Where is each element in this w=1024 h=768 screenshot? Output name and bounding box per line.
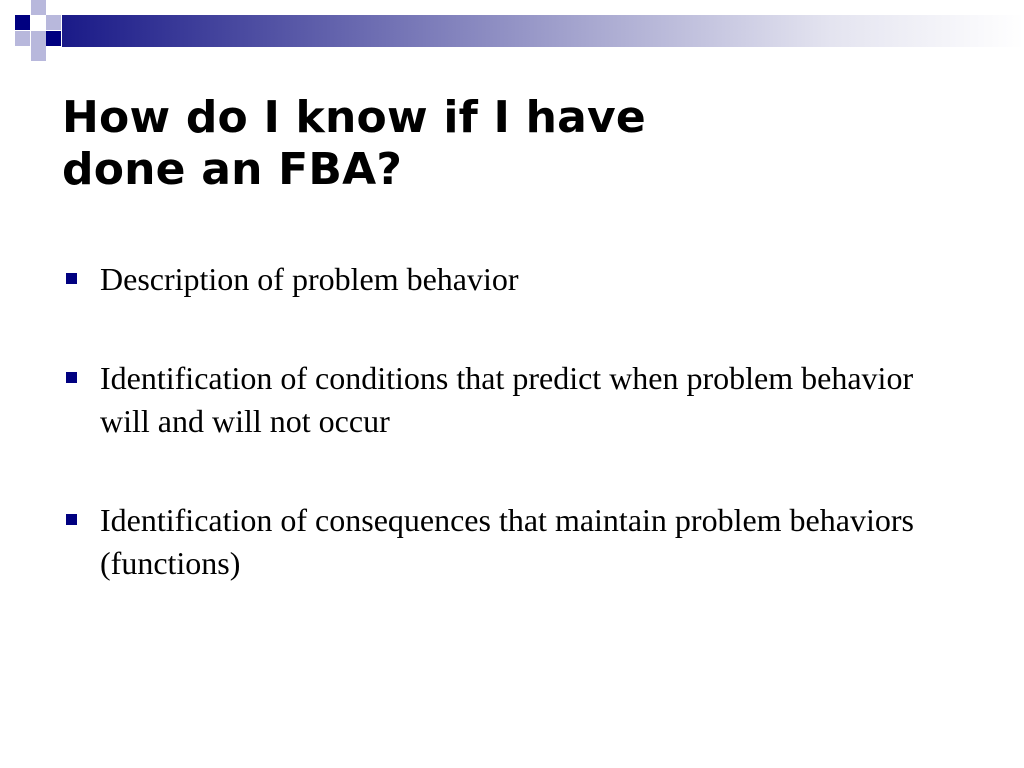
decor-square-light: [31, 31, 46, 46]
decor-square-light: [46, 15, 61, 30]
bullet-item: [62, 357, 962, 443]
slide-title-line: done an FBA?: [62, 144, 403, 195]
decor-square-navy: [15, 15, 30, 30]
square-bullet-icon: [66, 514, 77, 525]
bullet-list: [62, 258, 962, 641]
bullet-item: [62, 258, 962, 301]
slide-title-line: How do I know if I have: [62, 92, 646, 143]
decor-square-light: [31, 46, 46, 61]
square-bullet-icon: [66, 372, 77, 383]
decor-square-light: [15, 31, 30, 46]
bullet-text: Identification of conditions that predict when problem behavior will and will not occur: [100, 360, 914, 439]
bullet-item: [62, 499, 962, 585]
slide-title: [62, 92, 962, 196]
header-gradient-bar: [62, 15, 1024, 47]
bullet-text: Identification of consequences that maintain problem behaviors (functions): [100, 502, 914, 581]
bullet-text: Description of problem behavior: [100, 261, 519, 297]
square-bullet-icon: [66, 273, 77, 284]
decor-square-navy: [46, 31, 61, 46]
decor-square-light: [31, 0, 46, 15]
